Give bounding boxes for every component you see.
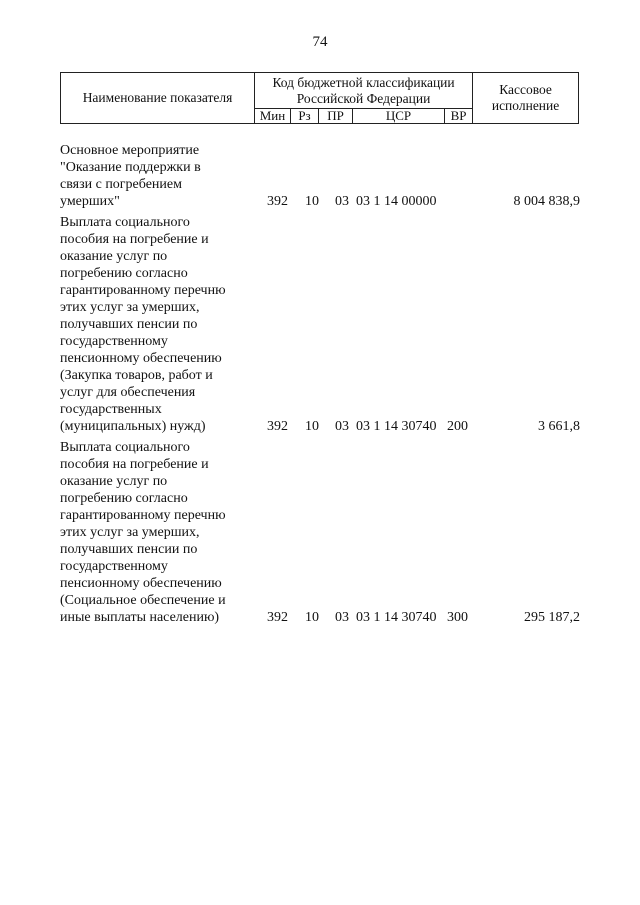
header-col-pr: ПР [319,109,353,124]
row-vr: 300 [447,610,468,625]
header-col-vr: ВР [445,109,473,124]
row-csr: 03 1 14 30740 [356,419,437,434]
table-row [60,142,580,210]
row-pr: 03 [335,610,349,625]
row-min: 392 [267,194,288,209]
row-name: Выплата социального пособия на погребение и оказание услуг по погребению согласно гарантированному перечню этих услуг за умерших, получавших пенсии по государственному пенсионному обеспечению (Социальное обеспечение и иные выплаты населению) [60,440,226,625]
row-name: Выплата социального пособия на погребение и оказание услуг по погребению согласно гарантированному перечню этих услуг за умерших, получавших пенсии по государственному пенсионному обеспечению (Закупка товаров, работ и услуг для обеспечения государственных (муниципальных) нужд) [60,215,226,434]
header-budget-code: Код бюджетной классификации Российской Федерации [255,73,473,109]
row-amount: 3 661,8 [538,419,580,434]
header-cash-execution: Кассовое исполнение [473,73,579,124]
page-number: 74 [312,34,328,50]
table-row [60,214,580,435]
header-indicator-name: Наименование показателя [61,73,255,124]
row-name: Основное мероприятие "Оказание поддержки в связи с погребением умерших" [60,143,201,209]
table-header [60,72,579,124]
row-pr: 03 [335,419,349,434]
table-body [60,142,580,626]
row-csr: 03 1 14 00000 [356,194,437,209]
row-min: 392 [267,610,288,625]
row-rz: 10 [305,419,319,434]
row-rz: 10 [305,610,319,625]
header-col-csr: ЦСР [353,109,445,124]
row-rz: 10 [305,194,319,209]
row-amount: 8 004 838,9 [513,194,580,209]
row-vr: 200 [447,419,468,434]
header-col-min: Мин [255,109,291,124]
header-col-rz: Рз [291,109,319,124]
row-amount: 295 187,2 [524,610,580,625]
row-pr: 03 [335,194,349,209]
row-min: 392 [267,419,288,434]
table-row [60,439,580,626]
row-csr: 03 1 14 30740 [356,610,437,625]
